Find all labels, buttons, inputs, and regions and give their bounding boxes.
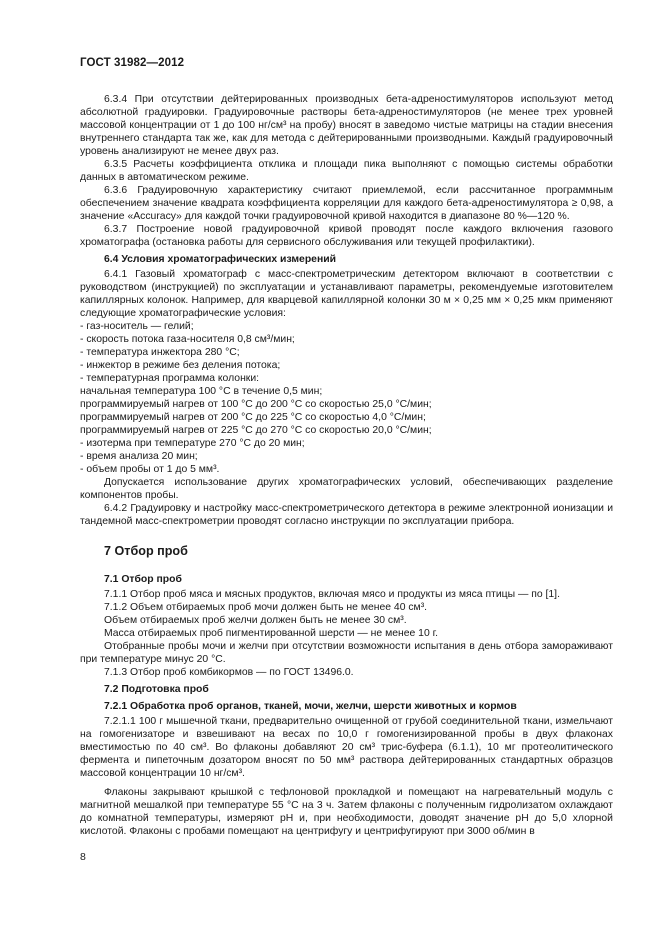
paragraph: 6.3.7 Построение новой градуировочной кривой проводят после каждого включения газового хроматографа (остановка работы для сервисного обслуживания или текущей профилактики). (80, 224, 613, 248)
paragraph: - температура инжектора 280 °C; (80, 347, 240, 358)
paragraph: - скорость потока газа-носителя 0,8 см³/мин; (80, 334, 295, 345)
subsection-heading: 7.2 Подготовка проб (104, 684, 209, 695)
paragraph: - объем пробы от 1 до 5 мм³. (80, 464, 220, 475)
paragraph: - температурная программа колонки: (80, 373, 260, 384)
document-header: ГОСТ 31982—2012 (80, 57, 185, 69)
paragraph: 7.2.1.1 100 г мышечной ткани, предварительно очищенной от грубой соединительной ткани, измельчают на гомогенизаторе и взвешивают на весах по 10,0 г гомогенизированной пробы в двух флаконах вместимостью по 40 см³. Во флаконы добавляют 20 см³ трис-буфера (6.1.1), 10 мг протеолитического фермента и пипеточным дозатором вносят по 50 мм³ раствора дейтерированных стандартных образцов массовой концентрации 10 нг/см³. (80, 716, 613, 779)
paragraph: 6.4.2 Градуировку и настройку масс-спектрометрического детектора в режиме электронной ионизации и тандемной масс-спектрометрии проводят согласно инструкции по эксплуатации прибора. (80, 503, 613, 527)
paragraph: 6.3.4 При отсутствии дейтерированных производных бета-адреностимуляторов используют метод абсолютной градуировки. Градуировочные растворы бета-адреностимуляторов (не менее трех уровней массовой концентрации от 1 до 100 нг/см³ на пробу) вносят в заведомо чистые матрицы на стадии внесения внутреннего стандарта так же, как для метода с дейтерированными производными. Каждый градуировочный уровень анализируют не менее двух раз. (80, 94, 613, 157)
paragraph: программируемый нагрев от 225 °C до 270 °C со скоростью 20,0 °C/мин; (80, 425, 432, 436)
paragraph: 6.3.5 Расчеты коэффициента отклика и площади пика выполняют с помощью системы обработки данных в автоматическом режиме. (80, 159, 613, 183)
paragraph: начальная температура 100 °C в течение 0,5 мин; (80, 386, 323, 397)
subsection-heading: 6.4 Условия хроматографических измерений (104, 254, 336, 265)
paragraph: 6.4.1 Газовый хроматограф с масс-спектрометрическим детектором включают в соответствии с руководством (инструкцией) по эксплуатации и устанавливают параметры, рекомендуемые изготовителем капиллярных колонок. Например, для кварцевой капиллярной колонки 30 м × 0,25 мм × 0,25 мкм применяют следующие хроматографические условия: (80, 269, 613, 319)
paragraph: - изотерма при температуре 270 °C до 20 мин; (80, 438, 305, 449)
paragraph: 7.1.1 Отбор проб мяса и мясных продуктов, включая мясо и продукты из мяса птицы — по [1]. (104, 589, 560, 600)
subsection-heading: 7.2.1 Обработка проб органов, тканей, мочи, желчи, шерсти животных и кормов (104, 701, 517, 712)
paragraph: - газ-носитель — гелий; (80, 321, 194, 332)
paragraph: Допускается использование других хроматографических условий, обеспечивающих разделение компонентов пробы. (80, 477, 613, 501)
paragraph: Отобранные пробы мочи и желчи при отсутствии возможности испытания в день отбора замораживают при температуре минус 20 °C. (80, 641, 613, 665)
paragraph: - время анализа 20 мин; (80, 451, 198, 462)
paragraph: программируемый нагрев от 100 °C до 200 °C со скоростью 25,0 °C/мин; (80, 399, 432, 410)
page-number: 8 (80, 851, 86, 863)
document-body (80, 93, 613, 838)
paragraph: 7.1.3 Отбор проб комбикормов — по ГОСТ 13496.0. (104, 667, 354, 678)
paragraph: - инжектор в режиме без деления потока; (80, 360, 281, 371)
paragraph: Флаконы закрывают крышкой с тефлоновой прокладкой и помещают на нагревательный модуль с магнитной мешалкой при температуре 55 °C на 3 ч. Затем флаконы с полученным гидролизатом охлаждают до комнатной температуры, измеряют pH и, при необходимости, доводят значение pH до 5,0 хлорной кислотой. Флаконы с пробами помещают на центрифугу и центрифугируют при 3000 об/мин в (80, 787, 613, 837)
paragraph: 6.3.6 Градуировочную характеристику считают приемлемой, если рассчитанное программным обеспечением значение квадрата коэффициента корреляции для каждого бета-адреностимулятора ≥ 0,98, а значение «Accuracy» для каждой точки градуировочной кривой находится в диапазоне 80 %—120 %. (80, 185, 613, 222)
paragraph: Масса отбираемых проб пигментированной шерсти — не менее 10 г. (104, 628, 439, 639)
paragraph: 7.1.2 Объем отбираемых проб мочи должен быть не менее 40 см³. (104, 602, 428, 613)
section-heading: 7 Отбор проб (104, 544, 188, 558)
paragraph: программируемый нагрев от 200 °C до 225 °C со скоростью 4,0 °C/мин; (80, 412, 426, 423)
paragraph: Объем отбираемых проб желчи должен быть не менее 30 см³. (104, 615, 407, 626)
subsection-heading: 7.1 Отбор проб (104, 574, 182, 585)
